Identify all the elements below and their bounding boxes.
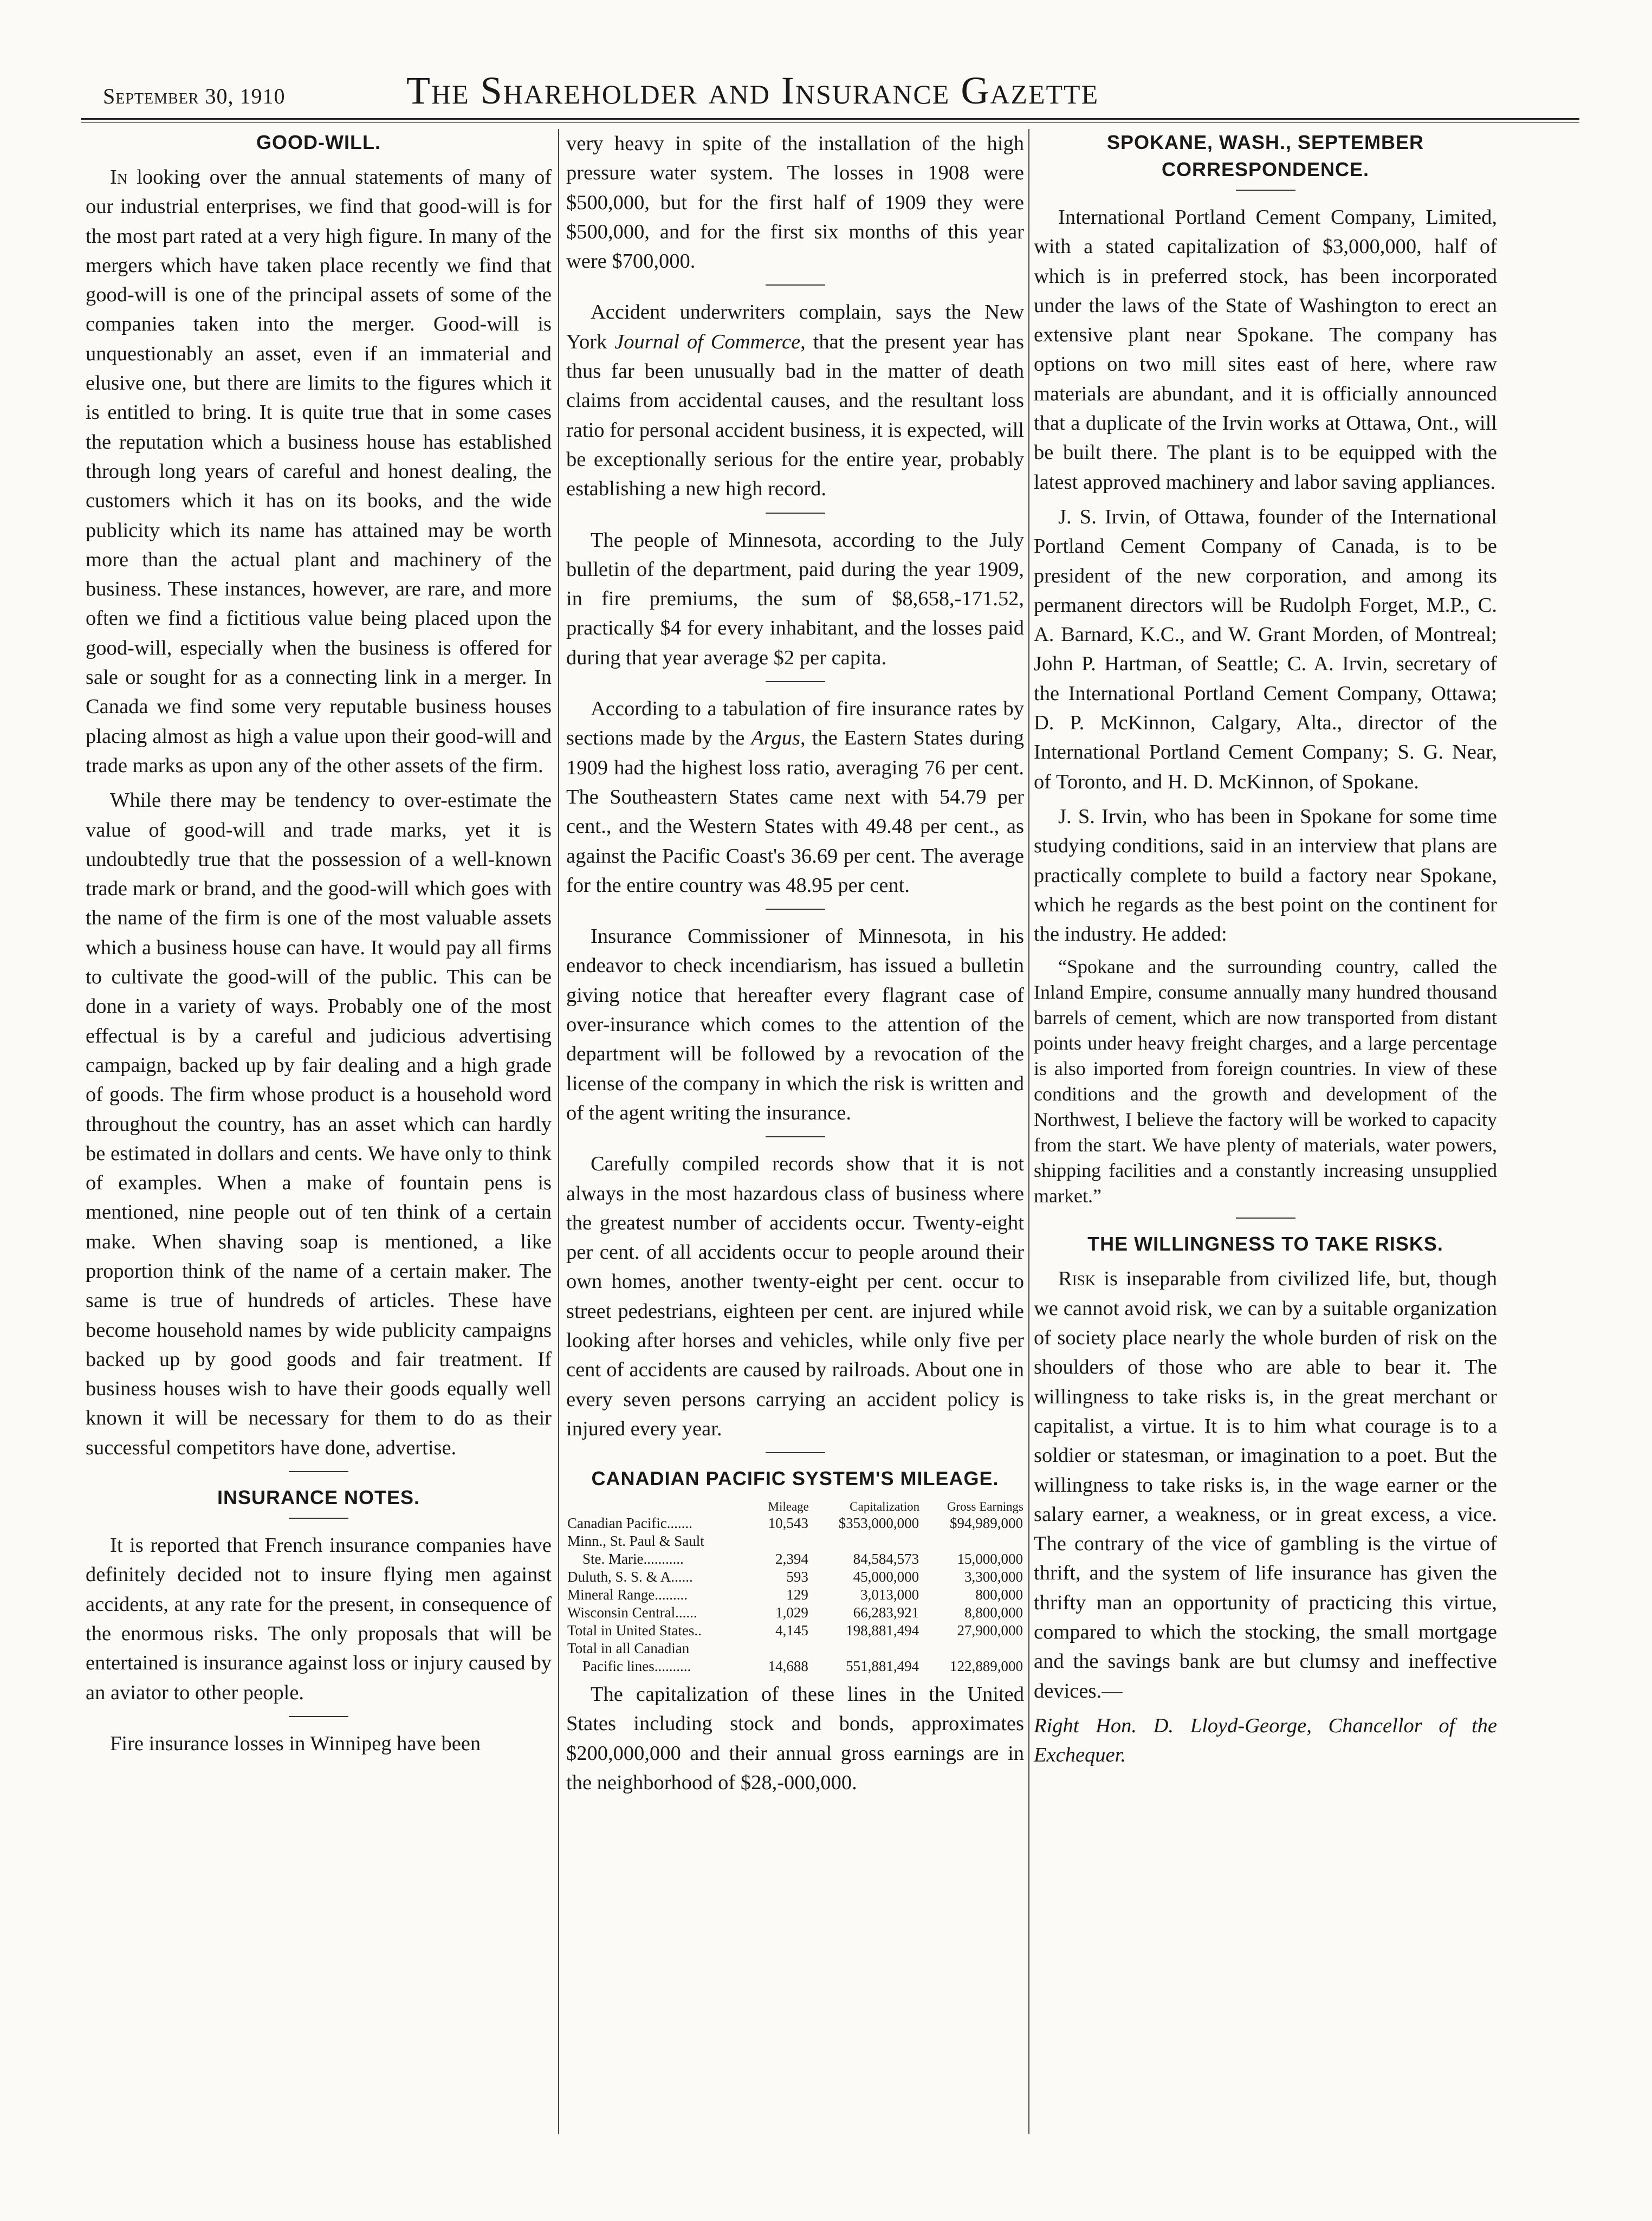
column-2 (566, 129, 1024, 1803)
table-cell: 84,584,573 (853, 1551, 919, 1568)
table-cell: 10,543 (768, 1515, 808, 1532)
section-divider (289, 1518, 348, 1519)
table-cell: 3,300,000 (964, 1569, 1023, 1585)
publication-title: The Shareholder and Insurance Gazette (406, 69, 1099, 112)
table-header: Gross Earnings (947, 1500, 1023, 1514)
section-divider (766, 284, 825, 286)
argus-post: , the Eastern States during 1909 had the highest loss ratio, averaging 76 per cent. The Southeastern States came next with 54.79 per cent., and the Western States with 49.48 per cent., as against the Pacific Coast's 36.69 per cent. The average for the entire country was 48.95 per cent. (566, 727, 1024, 897)
risks-paragraph (1034, 1264, 1497, 1705)
column-divider-1 (558, 129, 559, 2134)
table-cell (809, 1532, 920, 1550)
table-cell: 14,688 (768, 1658, 808, 1675)
table-cell: Total in all Canadian (567, 1640, 690, 1657)
table-cell: 66,283,921 (853, 1604, 919, 1621)
section-divider (766, 1452, 825, 1453)
winnipeg-continued: very heavy in spite of the installation of the high pressure water system. The losses in 1908 were $500,000, but for the first half of 1909 they were $500,000, and for the first six months of this year were $700,000. (566, 132, 1024, 273)
table-cell: 8,800,000 (964, 1604, 1023, 1621)
risks-lead-word: Risk (1058, 1267, 1096, 1291)
table-cell: 15,000,000 (957, 1551, 1023, 1568)
table-row (566, 1550, 1024, 1568)
table-cell: 4,145 (775, 1622, 808, 1639)
table-row (566, 1532, 1024, 1550)
risks-signature: Right Hon. D. Lloyd-George, Chancellor of the Exchequer. (1034, 1714, 1497, 1767)
section-divider (766, 681, 825, 682)
section-divider (289, 1716, 348, 1717)
table-cell: Ste. Marie........... (582, 1551, 684, 1568)
table-cell: Duluth, S. S. & A...... (567, 1569, 693, 1585)
table-cell: Wisconsin Central...... (567, 1604, 697, 1621)
table-cell: 1,029 (775, 1604, 808, 1621)
french-insurance-paragraph: It is reported that French insurance companies have definitely decided not to insure flying men against accidents, at any rate for the present, in consequence of the enormous risks. The only proposals that will be entertained is insurance against loss or injury caused by an aviator to other people. (86, 1534, 552, 1704)
section-divider (766, 909, 825, 910)
column-3 (1034, 129, 1497, 1775)
table-cell: 551,881,494 (846, 1658, 919, 1675)
cpr-mileage-heading: CANADIAN PACIFIC SYSTEM'S MILEAGE. (591, 1467, 999, 1490)
accident-underwriters-paragraph (566, 297, 1024, 503)
masthead (81, 65, 1577, 116)
cpr-capitalization-paragraph: The capitalization of these lines in the United States including stock and bonds, approximates $200,000,000 and their annual gross earnings are in the neighborhood of $28,-000,000. (566, 1683, 1024, 1795)
table-cell: 593 (786, 1569, 808, 1585)
spokane-paragraph-1: International Portland Cement Company, Limited, with a stated capitalization of $3,000,000, half of which is in preferred stock, has been incorporated under the laws of the State of Washington to erect an extensive plant near Spokane. The company has options on two mill sites east of here, where raw materials are abundant, and it is officially announced that a duplicate of the Irvin works at Ottawa, Ont., will be built there. The plant is to be equipped with the latest approved machinery and labor saving appliances. (1034, 206, 1497, 494)
winnipeg-paragraph: Fire insurance losses in Winnipeg have been (110, 1732, 481, 1755)
argus-pre: According to a tabulation of fire insurance rates by sections made by the (566, 697, 1024, 750)
table-row (566, 1622, 1024, 1640)
column-1 (86, 129, 552, 1764)
table-cell: Mineral Range......... (567, 1587, 688, 1603)
table-cell: 2,394 (775, 1551, 808, 1568)
table-cell: 198,881,494 (846, 1622, 919, 1639)
risks-heading: THE WILLINGNESS TO TAKE RISKS. (1087, 1233, 1443, 1255)
table-cell (753, 1640, 809, 1657)
accident-post: , that the present year has thus far been unusually bad in the matter of death claims from accidental causes, and the resultant loss ratio for personal accident business, it is expected, will be exceptionally serious for the entire year, probably establishing a new high record. (566, 330, 1024, 501)
goodwill-lead-word: In (110, 166, 128, 189)
masthead-rule-thin (81, 122, 1579, 123)
table-cell: 3,013,000 (860, 1587, 919, 1603)
section-divider (289, 1471, 348, 1472)
section-divider (766, 1136, 825, 1137)
goodwill-heading: GOOD-WILL. (256, 131, 381, 153)
column-divider-2 (1028, 129, 1029, 2134)
issue-date: September 30, 1910 (103, 84, 286, 108)
masthead-rule (81, 118, 1579, 120)
commissioner-paragraph: Insurance Commissioner of Minnesota, in his endeavor to check incendiarism, has issued a bulletin giving notice that hereafter every flagrant case of over-insurance which comes to the attention of the department will be followed by a revocation of the license of the company in which the risk is written and of the agent writing the insurance. (566, 925, 1024, 1124)
goodwill-paragraph-1-text: looking over the annual statements of many of our industrial enterprises, we find that good-will is for the most part rated at a very high figure. In many of the mergers which have taken place recently we find that good-will is one of the principal assets of some of the companies taken into the merger. Good-will is unquestionably an asset, even if an immaterial and elusive one, but there are limits to the figures which it is entitled to bring. It is quite true that in some cases the reputation which a business house has established through long years of careful and honest dealing, the customers which it has on its books, and the wide publicity which its name has attained may be worth more than the actual plant and machinery of the business. These instances, however, are rare, and more often we find a fictitious value being placed upon the good-will, especially when the business is offered for sale or sought for as a connecting link in a merger. In Canada we find some very reputable business houses placing almost as high a value upon their good-will and trade marks as upon any of the other assets of the firm. (86, 166, 552, 777)
table-header: Mileage (768, 1500, 809, 1514)
accident-pre: Accident underwriters complain, says the New York (566, 301, 1024, 353)
journal-of-commerce: Journal of Commerce (614, 330, 801, 353)
table-header: Capitalization (850, 1500, 920, 1514)
cpr-mileage-table (566, 1499, 1024, 1675)
table-row (566, 1604, 1024, 1622)
table-cell: 129 (786, 1587, 808, 1603)
table-cell (809, 1640, 920, 1657)
accident-records-paragraph: Carefully compiled records show that it is not always in the most hazardous class of business where the greatest number of accidents occur. Twenty-eight per cent. of all accidents occur to people around their own homes, another twenty-eight per cent. occur to street pedestrians, eighteen per cent. are injured while looking after horses and vehicles, while only five per cent of accidents are caused by railroads. About one in every seven persons carrying an accident policy is injured every year. (566, 1152, 1024, 1440)
risks-paragraph-text: is inseparable from civilized life, but, though we cannot avoid risk, we can by a suitable organization of society place nearly the whole burden of risk on the shoulders of those who are able to bear it. The willingness to take risks is, in the great merchant or capitalist, a virtue. It is to him what courage is to a soldier or statesman, or imagination to a poet. But the willingness to take risks is, in the wage earner or the salary earner, a weakness, or in great excess, a vice. The contrary of the vice of gambling is the virtue of thrift, and the system of life insurance has given the thrifty man an opportunity of practicing this virtue, compared to which the stocking, the small mortgage and the savings bank are but clumsy and ineffective devices.— (1034, 1267, 1498, 1702)
table-row (566, 1586, 1024, 1604)
table-cell: 27,900,000 (957, 1622, 1023, 1639)
insurance-notes-heading: INSURANCE NOTES. (217, 1486, 420, 1509)
spokane-paragraph-3: J. S. Irvin, who has been in Spokane for some time studying conditions, said in an interview that plans are practically complete to build a factory near Spokane, which he regards as the best point on the continent for the industry. He added: (1034, 805, 1497, 946)
table-cell: Pacific lines.......... (582, 1658, 691, 1675)
spokane-quote: “Spokane and the surrounding country, called the Inland Empire, consume annually many hundred thousand barrels of cement, which are now transported from distant points under heavy freight charges, and a large percentage is also imported from foreign countries. In view of these conditions and the growth and development of the Northwest, I believe the factory will be worked to capacity from the start. We have plenty of materials, water powers, shipping facilities and a constantly increasing unsupplied market.” (1034, 956, 1497, 1207)
table-cell: Canadian Pacific....... (567, 1515, 692, 1532)
argus-paragraph (566, 694, 1024, 900)
table-cell: Minn., St. Paul & Sault (567, 1533, 704, 1550)
table-cell (920, 1532, 1024, 1550)
section-divider (1236, 190, 1295, 191)
spokane-paragraph-2: J. S. Irvin, of Ottawa, founder of the International Portland Cement Company of Canada, is to be president of the new corporation, and among its permanent directors will be Rudolph Forget, M.P., C. A. Barnard, K.C., and W. Grant Morden, of Montreal; John P. Hartman, of Seattle; C. A. Irvin, secretary of the International Portland Cement Company, Ottawa; D. P. McKinnon, Calgary, Alta., director of the International Portland Cement Company; S. G. Near, of Toronto, and H. D. McKinnon, of Spokane. (1034, 505, 1497, 793)
minnesota-paragraph: The people of Minnesota, according to the July bulletin of the department, paid during the year 1909, in fire premiums, the sum of $8,658,-171.52, practically $4 for every inhabitant, and the losses paid during that year average $2 per capita. (566, 528, 1024, 669)
table-cell: 122,889,000 (950, 1658, 1023, 1675)
table-row (566, 1657, 1024, 1675)
table-cell: 800,000 (975, 1587, 1023, 1603)
table-row (566, 1640, 1024, 1657)
section-divider (1236, 1218, 1295, 1219)
section-divider (766, 513, 825, 514)
table-cell: $94,989,000 (950, 1515, 1023, 1532)
argus-name: Argus (751, 727, 800, 750)
table-cell (753, 1532, 809, 1550)
table-cell: $353,000,000 (838, 1515, 919, 1532)
spokane-heading: SPOKANE, WASH., SEPTEMBER CORRESPONDENCE. (1106, 131, 1424, 180)
goodwill-paragraph-2: While there may be tendency to over-estimate the value of good-will and trade marks, yet it is undoubtedly true that the possession of a well-known trade mark or brand, and the good-will which goes with the name of the firm is one of the most valuable assets which a business house can have. It would pay all firms to cultivate the good-will of the public. This can be done in a variety of ways. Probably one of the most effectual is by a careful and judicious advertising campaign, backed up by fair dealing and a high grade of goods. The firm whose product is a household word throughout the country, has an asset which can hardly be estimated in dollars and cents. We have only to think of examples. When a make of fountain pens is mentioned, nine people out of ten think of a certain make. When shaving soap is mentioned, a like proportion think of the name of a certain maker. The same is true of hundreds of articles. These have become household names by wide publicity campaigns backed up by good goods and fair treatment. If business houses wish to have their goods equally well known it will be necessary for them to do as their successful competitors have done, advertise. (86, 789, 552, 1459)
goodwill-paragraph-1 (86, 163, 552, 780)
table-header (566, 1499, 753, 1514)
table-row (566, 1514, 1024, 1532)
table-body (566, 1514, 1024, 1675)
table-header-row (566, 1499, 1024, 1514)
table-row (566, 1568, 1024, 1586)
table-cell (920, 1640, 1024, 1657)
table-cell: Total in United States.. (567, 1622, 702, 1639)
table-cell: 45,000,000 (853, 1569, 919, 1585)
